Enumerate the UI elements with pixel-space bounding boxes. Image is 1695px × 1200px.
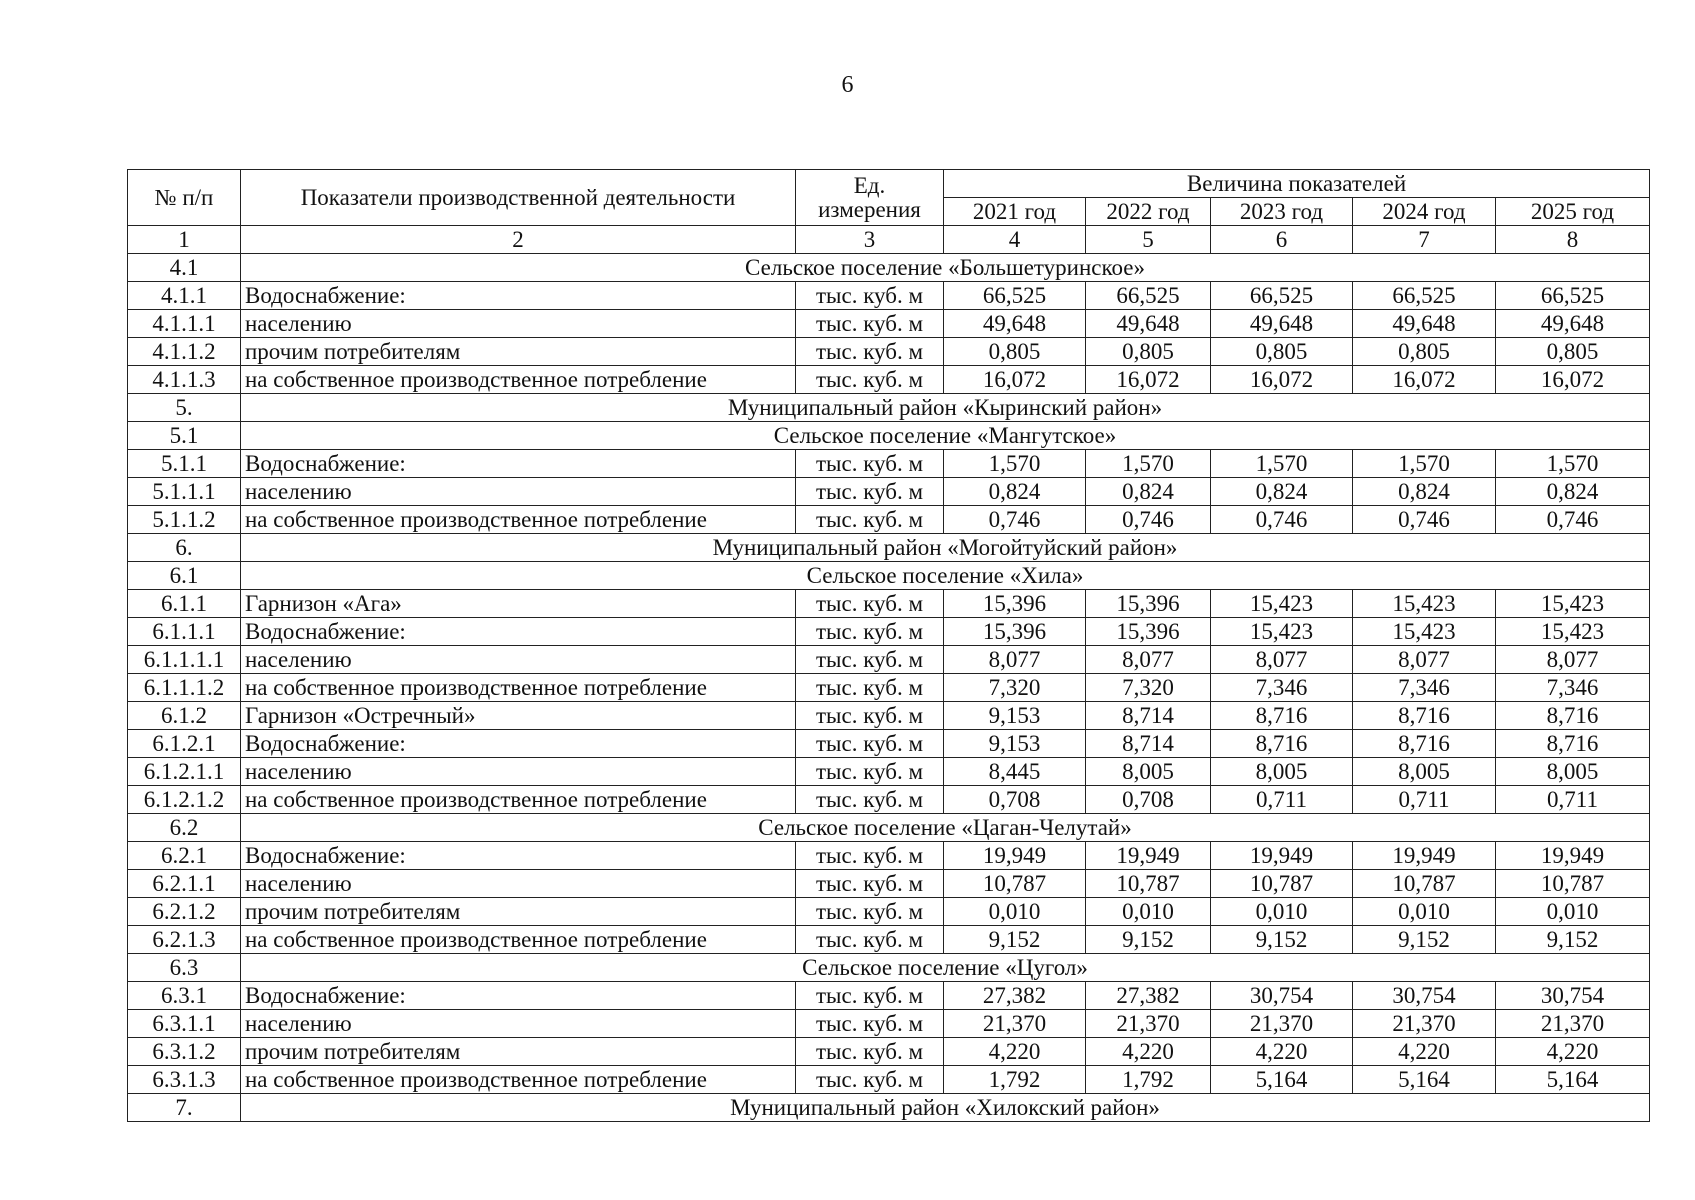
value-cell: 66,525 [1211,282,1353,310]
value-cell: 0,010 [944,898,1086,926]
column-number: 6 [1211,226,1353,254]
value-cell: 0,746 [1211,506,1353,534]
table-row [128,1010,1650,1038]
unit-cell: тыс. куб. м [796,758,944,786]
value-cell: 5,164 [1211,1066,1353,1094]
value-cell: 4,220 [1353,1038,1496,1066]
value-cell: 66,525 [1496,282,1650,310]
value-cell: 8,716 [1353,702,1496,730]
value-cell: 0,824 [1353,478,1496,506]
value-cell: 1,570 [944,450,1086,478]
row-number: 6.3.1.2 [128,1038,241,1066]
header-year: 2023 год [1211,198,1353,226]
value-cell: 9,152 [1496,926,1650,954]
value-cell: 0,711 [1211,786,1353,814]
value-cell: 7,346 [1211,674,1353,702]
value-cell: 30,754 [1496,982,1650,1010]
value-cell: 0,805 [944,338,1086,366]
header-num: № п/п [128,170,241,226]
value-cell: 19,949 [1353,842,1496,870]
unit-cell: тыс. куб. м [796,310,944,338]
section-title: Сельское поселение «Хила» [241,562,1650,590]
value-cell: 4,220 [1496,1038,1650,1066]
value-cell: 8,005 [1353,758,1496,786]
value-cell: 10,787 [944,870,1086,898]
indicator-name: населению [241,870,796,898]
value-cell: 0,824 [1211,478,1353,506]
unit-cell: тыс. куб. м [796,982,944,1010]
value-cell: 0,746 [944,506,1086,534]
header-year: 2025 год [1496,198,1650,226]
unit-cell: тыс. куб. м [796,926,944,954]
row-number: 5.1.1.2 [128,506,241,534]
value-cell: 7,320 [944,674,1086,702]
row-number: 6.1.2.1.1 [128,758,241,786]
value-cell: 15,423 [1496,590,1650,618]
unit-cell: тыс. куб. м [796,478,944,506]
table-row [128,730,1650,758]
value-cell: 10,787 [1086,870,1211,898]
section-title: Сельское поселение «Мангутское» [241,422,1650,450]
value-cell: 16,072 [1086,366,1211,394]
indicator-name: населению [241,478,796,506]
indicator-name: на собственное производственное потребление [241,1066,796,1094]
value-cell: 8,445 [944,758,1086,786]
table-row [128,450,1650,478]
value-cell: 15,423 [1211,590,1353,618]
value-cell: 21,370 [1353,1010,1496,1038]
value-cell: 27,382 [944,982,1086,1010]
table-row [128,898,1650,926]
column-number: 8 [1496,226,1650,254]
column-number: 2 [241,226,796,254]
indicator-name: на собственное производственное потребление [241,366,796,394]
value-cell: 15,396 [944,618,1086,646]
row-number: 4.1.1.1 [128,310,241,338]
value-cell: 8,714 [1086,702,1211,730]
header-unit-line2: измерения [818,196,921,222]
section-row [128,394,1650,422]
row-number: 6.3.1 [128,982,241,1010]
row-number: 6.2.1.3 [128,926,241,954]
value-cell: 9,152 [1353,926,1496,954]
value-cell: 7,320 [1086,674,1211,702]
section-row [128,954,1650,982]
unit-cell: тыс. куб. м [796,842,944,870]
indicator-name: населению [241,646,796,674]
section-title: Муниципальный район «Могойтуйский район» [241,534,1650,562]
indicator-name: прочим потребителям [241,1038,796,1066]
indicator-name: Водоснабжение: [241,282,796,310]
value-cell: 0,010 [1086,898,1211,926]
column-number: 3 [796,226,944,254]
unit-cell: тыс. куб. м [796,1010,944,1038]
value-cell: 16,072 [1211,366,1353,394]
header-values-group: Величина показателей [944,170,1650,198]
row-number: 5.1.1.1 [128,478,241,506]
column-number-row [128,226,1650,254]
value-cell: 30,754 [1211,982,1353,1010]
table-row [128,1066,1650,1094]
value-cell: 0,805 [1086,338,1211,366]
value-cell: 0,824 [1496,478,1650,506]
value-cell: 21,370 [1496,1010,1650,1038]
value-cell: 15,396 [1086,590,1211,618]
value-cell: 0,708 [944,786,1086,814]
indicators-table [127,169,1650,1122]
value-cell: 1,570 [1496,450,1650,478]
value-cell: 10,787 [1353,870,1496,898]
value-cell: 16,072 [1353,366,1496,394]
unit-cell: тыс. куб. м [796,786,944,814]
value-cell: 1,570 [1086,450,1211,478]
indicator-name: прочим потребителям [241,338,796,366]
row-number: 4.1.1 [128,282,241,310]
section-row [128,254,1650,282]
value-cell: 19,949 [1496,842,1650,870]
row-number: 5.1.1 [128,450,241,478]
table-row [128,702,1650,730]
indicator-name: на собственное производственное потребление [241,786,796,814]
header-indicator: Показатели производственной деятельности [241,170,796,226]
value-cell: 9,153 [944,730,1086,758]
table-row [128,310,1650,338]
table-row [128,674,1650,702]
value-cell: 49,648 [1211,310,1353,338]
value-cell: 10,787 [1496,870,1650,898]
value-cell: 0,711 [1496,786,1650,814]
table-row [128,282,1650,310]
value-cell: 0,010 [1211,898,1353,926]
indicator-name: Водоснабжение: [241,618,796,646]
section-row [128,562,1650,590]
table-header [128,170,1650,254]
value-cell: 5,164 [1496,1066,1650,1094]
value-cell: 7,346 [1353,674,1496,702]
value-cell: 4,220 [1086,1038,1211,1066]
section-title: Муниципальный район «Хилокский район» [241,1094,1650,1122]
table-row [128,618,1650,646]
value-cell: 30,754 [1353,982,1496,1010]
row-number: 6.1.2.1 [128,730,241,758]
unit-cell: тыс. куб. м [796,1066,944,1094]
row-number: 6.3.1.3 [128,1066,241,1094]
table-row [128,338,1650,366]
unit-cell: тыс. куб. м [796,1038,944,1066]
value-cell: 8,005 [1086,758,1211,786]
table-row [128,366,1650,394]
unit-cell: тыс. куб. м [796,646,944,674]
row-number: 5.1 [128,422,241,450]
column-number: 7 [1353,226,1496,254]
value-cell: 66,525 [1353,282,1496,310]
unit-cell: тыс. куб. м [796,870,944,898]
section-title: Сельское поселение «Цаган-Челутай» [241,814,1650,842]
value-cell: 16,072 [1496,366,1650,394]
value-cell: 8,005 [1496,758,1650,786]
value-cell: 0,746 [1086,506,1211,534]
value-cell: 0,010 [1496,898,1650,926]
value-cell: 0,746 [1353,506,1496,534]
value-cell: 49,648 [1496,310,1650,338]
value-cell: 8,716 [1353,730,1496,758]
value-cell: 21,370 [1086,1010,1211,1038]
indicator-name: населению [241,310,796,338]
value-cell: 19,949 [944,842,1086,870]
value-cell: 15,423 [1353,618,1496,646]
header-unit [796,170,944,226]
unit-cell: тыс. куб. м [796,590,944,618]
value-cell: 0,746 [1496,506,1650,534]
value-cell: 9,152 [1211,926,1353,954]
value-cell: 8,716 [1496,702,1650,730]
unit-cell: тыс. куб. м [796,898,944,926]
value-cell: 10,787 [1211,870,1353,898]
value-cell: 49,648 [1353,310,1496,338]
indicator-name: населению [241,1010,796,1038]
unit-cell: тыс. куб. м [796,702,944,730]
value-cell: 0,711 [1353,786,1496,814]
value-cell: 66,525 [944,282,1086,310]
value-cell: 49,648 [1086,310,1211,338]
value-cell: 1,570 [1353,450,1496,478]
value-cell: 0,805 [1496,338,1650,366]
value-cell: 9,153 [944,702,1086,730]
value-cell: 8,077 [1496,646,1650,674]
unit-cell: тыс. куб. м [796,282,944,310]
value-cell: 1,792 [944,1066,1086,1094]
value-cell: 4,220 [944,1038,1086,1066]
section-row [128,422,1650,450]
value-cell: 15,423 [1496,618,1650,646]
unit-cell: тыс. куб. м [796,506,944,534]
value-cell: 27,382 [1086,982,1211,1010]
value-cell: 15,396 [1086,618,1211,646]
table-row [128,590,1650,618]
unit-cell: тыс. куб. м [796,730,944,758]
value-cell: 8,077 [1353,646,1496,674]
value-cell: 8,716 [1496,730,1650,758]
indicator-name: Гарнизон «Остречный» [241,702,796,730]
value-cell: 4,220 [1211,1038,1353,1066]
value-cell: 1,570 [1211,450,1353,478]
row-number: 7. [128,1094,241,1122]
value-cell: 16,072 [944,366,1086,394]
value-cell: 8,077 [1211,646,1353,674]
table-row [128,758,1650,786]
row-number: 6.3.1.1 [128,1010,241,1038]
unit-cell: тыс. куб. м [796,338,944,366]
section-title: Муниципальный район «Кыринский район» [241,394,1650,422]
section-row [128,534,1650,562]
row-number: 4.1.1.3 [128,366,241,394]
value-cell: 0,010 [1353,898,1496,926]
value-cell: 0,805 [1211,338,1353,366]
section-row [128,1094,1650,1122]
table-row [128,926,1650,954]
value-cell: 21,370 [944,1010,1086,1038]
header-year: 2022 год [1086,198,1211,226]
table-row [128,478,1650,506]
value-cell: 0,824 [944,478,1086,506]
value-cell: 1,792 [1086,1066,1211,1094]
table-row [128,982,1650,1010]
value-cell: 19,949 [1211,842,1353,870]
section-row [128,814,1650,842]
row-number: 6.2.1.2 [128,898,241,926]
value-cell: 15,396 [944,590,1086,618]
value-cell: 7,346 [1496,674,1650,702]
value-cell: 21,370 [1211,1010,1353,1038]
row-number: 6.2.1 [128,842,241,870]
row-number: 6.3 [128,954,241,982]
indicator-name: прочим потребителям [241,898,796,926]
value-cell: 8,716 [1211,730,1353,758]
column-number: 4 [944,226,1086,254]
indicator-name: Водоснабжение: [241,450,796,478]
column-number: 5 [1086,226,1211,254]
table-body [128,254,1650,1122]
row-number: 6.1.1.1 [128,618,241,646]
indicator-name: Гарнизон «Ага» [241,590,796,618]
indicator-name: на собственное производственное потребление [241,926,796,954]
table-row [128,786,1650,814]
row-number: 6.1.1.1.1 [128,646,241,674]
value-cell: 8,716 [1211,702,1353,730]
value-cell: 9,152 [1086,926,1211,954]
value-cell: 8,714 [1086,730,1211,758]
value-cell: 5,164 [1353,1066,1496,1094]
table-row [128,646,1650,674]
unit-cell: тыс. куб. м [796,366,944,394]
indicator-name: населению [241,758,796,786]
unit-cell: тыс. куб. м [796,450,944,478]
value-cell: 15,423 [1211,618,1353,646]
indicator-name: на собственное производственное потребление [241,506,796,534]
row-number: 6.2 [128,814,241,842]
unit-cell: тыс. куб. м [796,674,944,702]
row-number: 6.1.2 [128,702,241,730]
value-cell: 8,005 [1211,758,1353,786]
value-cell: 0,824 [1086,478,1211,506]
row-number: 4.1.1.2 [128,338,241,366]
header-unit-line1: Ед. [853,172,886,198]
indicator-name: на собственное производственное потребление [241,674,796,702]
row-number: 6.2.1.1 [128,870,241,898]
unit-cell: тыс. куб. м [796,618,944,646]
row-number: 6.1 [128,562,241,590]
value-cell: 9,152 [944,926,1086,954]
row-number: 6.1.2.1.2 [128,786,241,814]
value-cell: 0,805 [1353,338,1496,366]
indicator-name: Водоснабжение: [241,730,796,758]
table-row [128,870,1650,898]
value-cell: 66,525 [1086,282,1211,310]
table-row [128,506,1650,534]
row-number: 6. [128,534,241,562]
section-title: Сельское поселение «Цугол» [241,954,1650,982]
page-number: 6 [841,72,854,98]
indicator-name: Водоснабжение: [241,982,796,1010]
table-row [128,1038,1650,1066]
value-cell: 15,423 [1353,590,1496,618]
row-number: 4.1 [128,254,241,282]
row-number: 6.1.1.1.2 [128,674,241,702]
value-cell: 8,077 [944,646,1086,674]
value-cell: 19,949 [1086,842,1211,870]
column-number: 1 [128,226,241,254]
value-cell: 0,708 [1086,786,1211,814]
row-number: 5. [128,394,241,422]
header-year: 2021 год [944,198,1086,226]
header-year: 2024 год [1353,198,1496,226]
value-cell: 8,077 [1086,646,1211,674]
table-row [128,842,1650,870]
value-cell: 49,648 [944,310,1086,338]
indicator-name: Водоснабжение: [241,842,796,870]
section-title: Сельское поселение «Большетуринское» [241,254,1650,282]
row-number: 6.1.1 [128,590,241,618]
